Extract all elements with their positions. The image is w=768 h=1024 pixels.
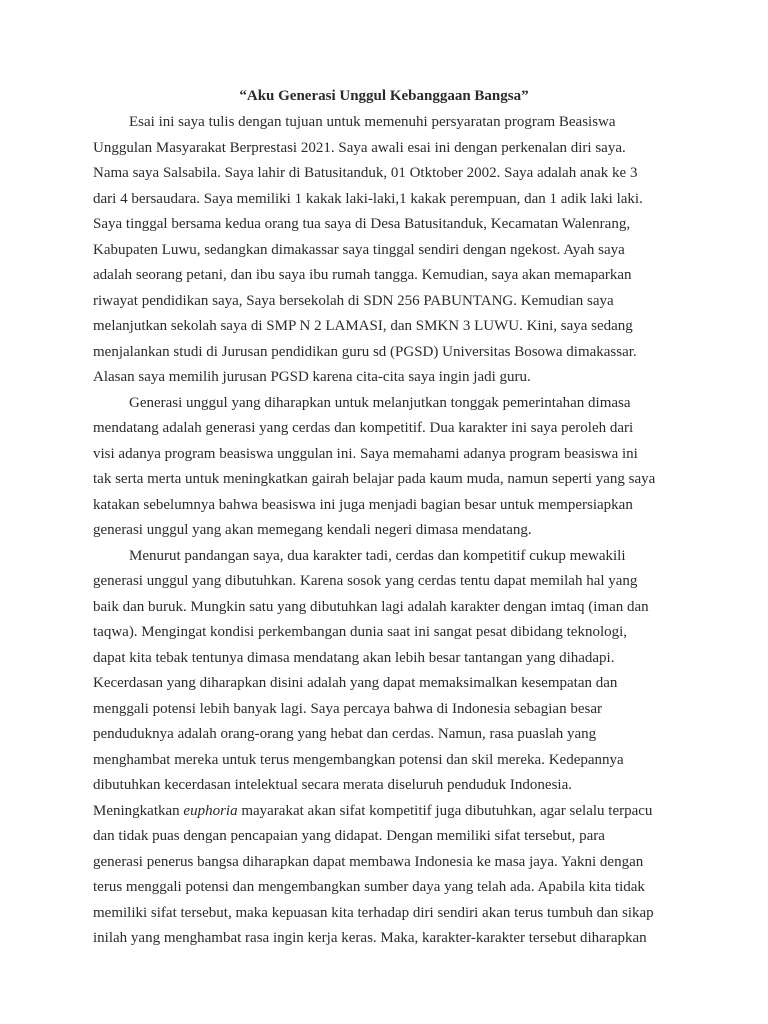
text-line: katakan sebelumnya bahwa beasiswa ini juga menjadi bagian besar untuk mempersiapkan xyxy=(93,497,633,513)
text-line: menggali potensi lebih banyak lagi. Saya percaya bahwa di Indonesia sebagian besar xyxy=(93,701,602,717)
text-line: generasi penerus bangsa diharapkan dapat membawa Indonesia ke masa jaya. Yakni dengan xyxy=(93,854,644,870)
text-line xyxy=(93,801,652,821)
text-line: tak serta merta untuk meningkatkan gairah belajar pada kaum muda, namun seperti yang saya xyxy=(93,471,656,487)
text-line: adalah seorang petani, dan ibu saya ibu rumah tangga. Kemudian, saya akan memaparkan xyxy=(93,267,632,283)
text-line: Kecerdasan yang diharapkan disini adalah yang dapat memaksimalkan kesempatan dan xyxy=(93,675,618,691)
text-line: Menurut pandangan saya, dua karakter tadi, cerdas dan kompetitif cukup mewakili xyxy=(129,548,626,564)
text-line: terus menggali potensi dan mengembangkan sumber daya yang telah ada. Apabila kita tidak xyxy=(93,879,645,895)
text-line: visi adanya program beasiswa unggulan ini. Saya memahami adanya program beasiswa ini xyxy=(93,446,638,462)
text-line: generasi unggul yang dibutuhkan. Karena sosok yang cerdas tentu dapat memilah hal yang xyxy=(93,573,638,589)
text-line: Esai ini saya tulis dengan tujuan untuk memenuhi persyaratan program Beasiswa xyxy=(129,114,616,130)
text-line: Kabupaten Luwu, sedangkan dimakassar saya tinggal sendiri dengan ngekost. Ayah saya xyxy=(93,242,625,258)
text-segment: Meningkatkan xyxy=(93,803,184,819)
text-line: dapat kita tebak tentunya dimasa mendatang akan lebih besar tantangan yang dihadapi. xyxy=(93,650,615,666)
emphasized-term: euphoria xyxy=(183,803,238,819)
text-line: baik dan buruk. Mungkin satu yang dibutuhkan lagi adalah karakter dengan imtaq (iman dan xyxy=(93,599,649,615)
text-line: taqwa). Mengingat kondisi perkembangan dunia saat ini sangat pesat dibidang teknologi, xyxy=(93,624,628,640)
text-line: Unggulan Masyarakat Berprestasi 2021. Saya awali esai ini dengan perkenalan diri saya. xyxy=(93,140,626,156)
text-line: melanjutkan sekolah saya di SMP N 2 LAMASI, dan SMKN 3 LUWU. Kini, saya sedang xyxy=(93,318,633,334)
text-line: dan tidak puas dengan pencapaian yang didapat. Dengan memiliki sifat tersebut, para xyxy=(93,828,605,844)
text-line: penduduknya adalah orang-orang yang hebat dan cerdas. Namun, rasa puaslah yang xyxy=(93,726,597,742)
text-line: Nama saya Salsabila. Saya lahir di Batusitanduk, 01 Otktober 2002. Saya adalah anak ke 3 xyxy=(93,165,638,181)
text-line: Alasan saya memilih jurusan PGSD karena cita-cita saya ingin jadi guru. xyxy=(93,369,531,385)
text-line: menghambat mereka untuk terus mengembangkan potensi dan skil mereka. Kedepannya xyxy=(93,752,624,768)
text-line: riwayat pendidikan saya, Saya bersekolah di SDN 256 PABUNTANG. Kemudian saya xyxy=(93,293,614,309)
text-line: menjalankan studi di Jurusan pendidikan guru sd (PGSD) Universitas Bosowa dimakassar. xyxy=(93,344,637,360)
essay-title: “Aku Generasi Unggul Kebanggaan Bangsa” xyxy=(239,88,529,104)
text-segment: mayarakat akan sifat kompetitif juga dibutuhkan, agar selalu terpacu xyxy=(237,803,653,819)
text-line: Generasi unggul yang diharapkan untuk melanjutkan tonggak pemerintahan dimasa xyxy=(129,395,631,411)
text-line: generasi unggul yang akan memegang kendali negeri dimasa mendatang. xyxy=(93,522,532,538)
text-line: memiliki sifat tersebut, maka kepuasan kita terhadap diri sendiri akan terus tumbuh dan sikap xyxy=(93,905,654,921)
text-line: dari 4 bersaudara. Saya memiliki 1 kakak laki-laki,1 kakak perempuan, dan 1 adik laki laki. xyxy=(93,191,643,207)
text-line: inilah yang menghambat rasa ingin kerja keras. Maka, karakter-karakter tersebut diharapkan xyxy=(93,930,647,946)
text-line: Saya tinggal bersama kedua orang tua saya di Desa Batusitanduk, Kecamatan Walenrang, xyxy=(93,216,631,232)
text-line: mendatang adalah generasi yang cerdas dan kompetitif. Dua karakter ini saya peroleh dari xyxy=(93,420,634,436)
text-line: dibutuhkan kecerdasan intelektual secara merata diseluruh penduduk Indonesia. xyxy=(93,777,572,793)
